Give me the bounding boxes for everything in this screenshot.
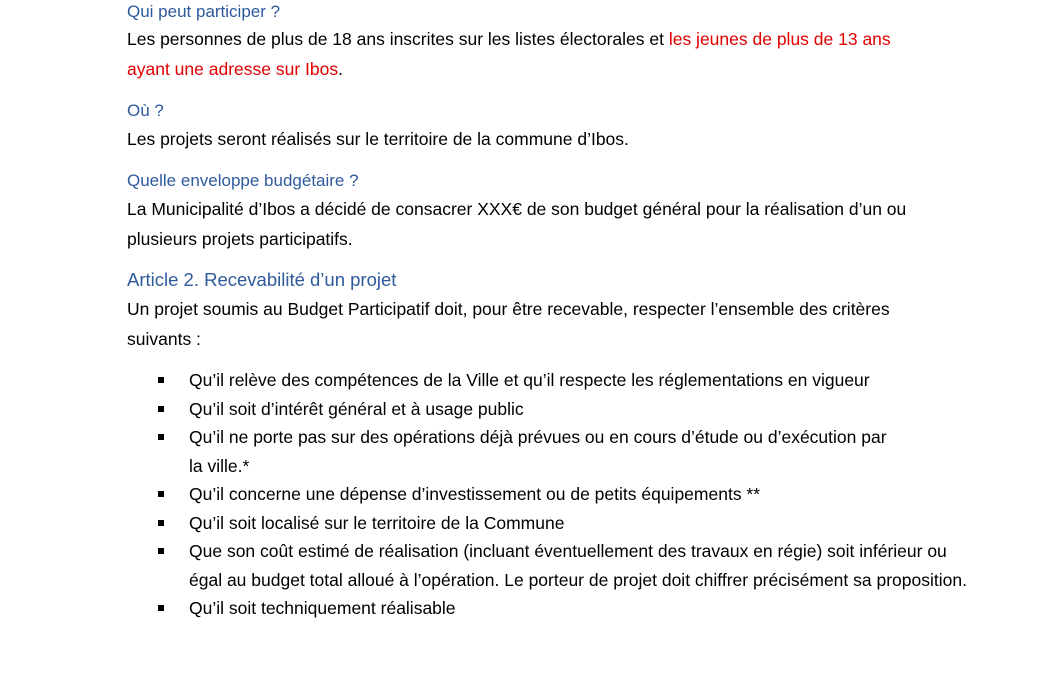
text-article2-intro: Un projet soumis au Budget Participatif doit, pour être recevable, respecter l’ensemble des critères suivants : (127, 299, 890, 349)
list-item (127, 509, 957, 538)
criteria-list (127, 366, 967, 623)
bullet-square-icon (158, 491, 164, 497)
text-budget: La Municipalité d’Ibos a décidé de consacrer XXX€ de son budget général pour la réalisation d’un ou plusieurs projets participatifs. (127, 199, 907, 249)
list-item (127, 395, 957, 424)
list-item-text: Qu’il soit d’intérêt général et à usage public (189, 398, 524, 419)
heading-where: Où ? (127, 101, 164, 120)
section-article2 (127, 266, 957, 354)
bullet-square-icon (158, 605, 164, 611)
list-item-text: Qu’il relève des compétences de la Ville et qu’il respecte les réglementations en vigueur (189, 370, 870, 390)
text-where: Les projets seront réalisés sur le territoire de la commune d’Ibos. (127, 129, 629, 149)
list-item (127, 480, 957, 509)
text-participants (127, 24, 932, 84)
list-item (127, 594, 957, 623)
bullet-square-icon (158, 520, 164, 526)
section-participants (127, 0, 957, 84)
list-item-text: Qu’il soit localisé sur le territoire de la Commune (189, 512, 565, 533)
heading-article2: Article 2. Recevabilité d’un projet (127, 269, 397, 290)
bullet-square-icon (158, 434, 164, 440)
text-participants-end: . (338, 59, 343, 79)
list-item-text: Que son coût estimé de réalisation (incluant éventuellement des travaux en régie) soit inférieur ou égal au budget total alloué à l’opération. Le porteur de projet doit chiffrer précisément sa proposition. (189, 541, 967, 590)
list-item (127, 423, 894, 480)
heading-participants: Qui peut participer ? (127, 2, 281, 21)
heading-budget: Quelle enveloppe budgétaire ? (127, 171, 359, 190)
bullet-square-icon (158, 406, 164, 412)
bullet-square-icon (158, 377, 164, 383)
bullet-square-icon (158, 548, 164, 554)
list-item (127, 537, 979, 594)
list-item-text: Qu’il soit techniquement réalisable (189, 598, 456, 618)
text-participants-main: Les personnes de plus de 18 ans inscrites sur les listes électorales et (127, 29, 669, 49)
list-item-text: Qu’il concerne une dépense d’investissement ou de petits équipements ** (189, 484, 761, 504)
list-item-text: Qu’il ne porte pas sur des opérations déjà prévues ou en cours d’étude ou d’exécution par la ville.* (189, 427, 887, 476)
list-item (127, 366, 889, 395)
section-where (127, 98, 957, 154)
section-budget (127, 168, 957, 254)
text-participants-highlight: les jeunes de plus de 13 ans ayant une adresse sur Ibos (127, 29, 891, 79)
